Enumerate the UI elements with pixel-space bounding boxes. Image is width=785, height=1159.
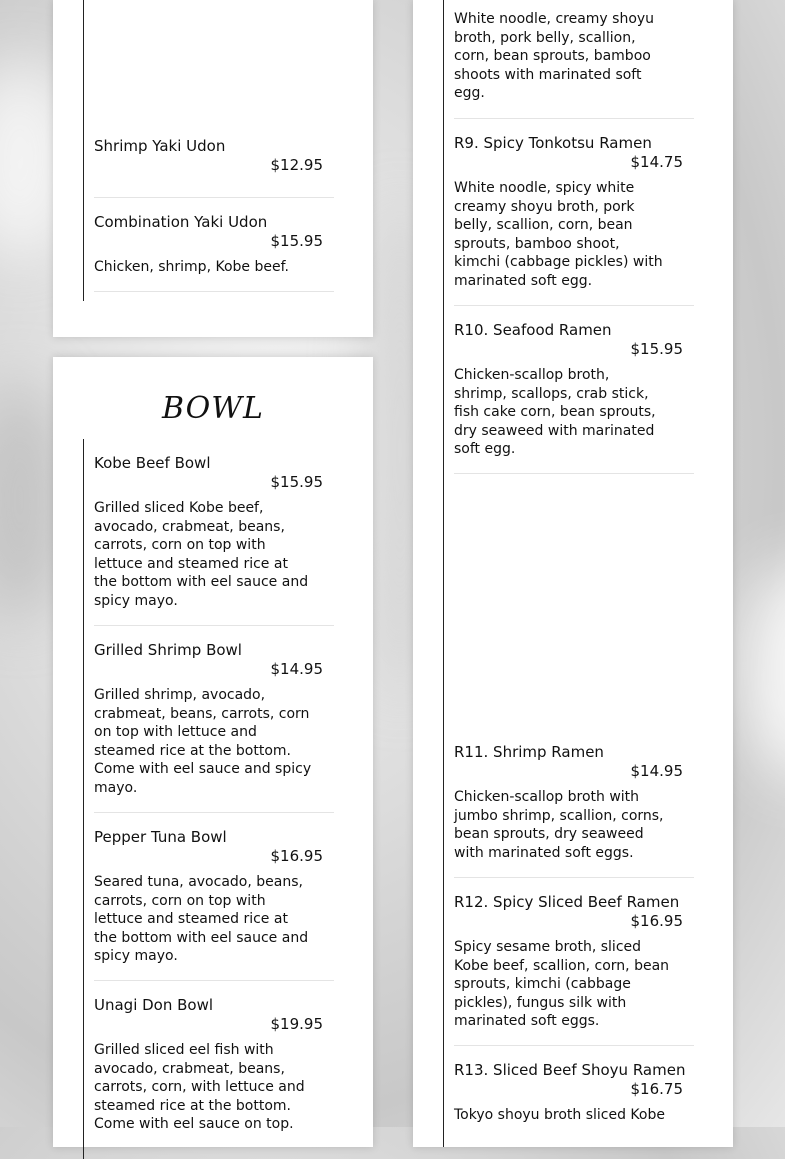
item-separator <box>454 877 694 878</box>
menu-item-price: $14.75 <box>630 153 683 171</box>
menu-item-description: Grilled sliced eel fish with avocado, crabmeat, beans, carrots, corn, with lettuce and steamed rice at the bottom. Come with eel sauce on top. <box>94 1042 305 1133</box>
menu-item-description: White noodle, spicy white creamy shoyu broth, pork belly, scallion, corn, bean sprouts, bamboo shoot, kimchi (cabbage pickles) with marinated soft egg. <box>454 180 663 289</box>
menu-item <box>94 641 323 811</box>
menu-item-name: R10. Seafood Ramen <box>454 321 612 339</box>
item-separator <box>454 118 694 119</box>
section-title: BOWL <box>162 391 264 426</box>
menu-item-name: R9. Spicy Tonkotsu Ramen <box>454 134 652 152</box>
item-separator <box>454 473 694 474</box>
background-blur <box>740 560 785 780</box>
menu-item-name: Kobe Beef Bowl <box>94 454 211 472</box>
item-separator <box>94 812 334 813</box>
menu-item-description: Grilled shrimp, avocado, crabmeat, beans, carrots, corn on top with lettuce and steamed rice at the bottom. Come with eel sauce and spicy mayo. <box>94 687 312 796</box>
menu-card-ramen <box>413 0 733 1147</box>
menu-item-price: $16.75 <box>630 1080 683 1098</box>
menu-item <box>94 828 323 978</box>
menu-item-name: Shrimp Yaki Udon <box>94 137 226 155</box>
menu-item-price: $16.95 <box>630 912 683 930</box>
menu-item-price: $15.95 <box>270 473 323 491</box>
item-separator <box>454 1045 694 1046</box>
menu-item-name: Pepper Tuna Bowl <box>94 828 227 846</box>
menu-item-price: $15.95 <box>630 340 683 358</box>
item-separator <box>454 305 694 306</box>
menu-item-description: Chicken-scallop broth with jumbo shrimp, scallion, corns, bean sprouts, dry seaweed with marinated soft eggs. <box>454 789 664 861</box>
menu-item <box>454 134 683 304</box>
menu-item <box>94 996 323 1146</box>
menu-item-name: Grilled Shrimp Bowl <box>94 641 242 659</box>
menu-card-udon <box>53 0 373 337</box>
menu-item-description: Chicken, shrimp, Kobe beef. <box>94 259 289 275</box>
menu-item-description: Tokyo shoyu broth sliced Kobe <box>454 1107 665 1123</box>
menu-item-description: Spicy sesame broth, sliced Kobe beef, scallion, corn, bean sprouts, kimchi (cabbage pickles), fungus silk with marinated soft eggs. <box>454 939 670 1030</box>
menu-card-bowl <box>53 357 373 1147</box>
menu-item-price: $16.95 <box>270 847 323 865</box>
menu-item-description: White noodle, creamy shoyu broth, pork belly, scallion, corn, bean sprouts, bamboo shoots with marinated soft egg. <box>454 11 655 102</box>
item-separator <box>94 197 334 198</box>
menu-item-name: R12. Spicy Sliced Beef Ramen <box>454 893 680 911</box>
item-separator <box>94 291 334 292</box>
menu-item-name: R13. Sliced Beef Shoyu Ramen <box>454 1061 686 1079</box>
menu-item-name: Combination Yaki Udon <box>94 213 268 231</box>
menu-item-name: Unagi Don Bowl <box>94 996 214 1014</box>
menu-item-name: R11. Shrimp Ramen <box>454 743 604 761</box>
menu-item-price: $19.95 <box>270 1015 323 1033</box>
menu-item <box>454 321 683 471</box>
menu-item-price: $14.95 <box>630 762 683 780</box>
item-separator <box>94 980 334 981</box>
menu-item-description: Chicken-scallop broth, shrimp, scallops, crab stick, fish cake corn, bean sprouts, dry seaweed with marinated soft egg. <box>454 367 656 458</box>
menu-item-price: $12.95 <box>270 156 323 174</box>
menu-item <box>94 213 323 293</box>
section-divider-line <box>443 0 444 1147</box>
menu-item <box>94 454 323 624</box>
item-separator <box>94 625 334 626</box>
menu-item <box>454 743 683 873</box>
menu-item-price: $14.95 <box>270 660 323 678</box>
menu-item <box>454 1061 686 1141</box>
menu-item <box>94 137 323 197</box>
section-divider-line <box>83 439 84 1159</box>
menu-item-description: Grilled sliced Kobe beef, avocado, crabmeat, beans, carrots, corn on top with lettuce and steamed rice at the bottom with eel sauce and spicy mayo. <box>94 500 309 609</box>
section-divider-line <box>83 0 84 301</box>
menu-item-description: Seared tuna, avocado, beans, carrots, corn on top with lettuce and steamed rice at the bottom with eel sauce and spicy mayo. <box>94 874 309 965</box>
menu-item-price: $15.95 <box>270 232 323 250</box>
menu-item <box>454 893 683 1043</box>
